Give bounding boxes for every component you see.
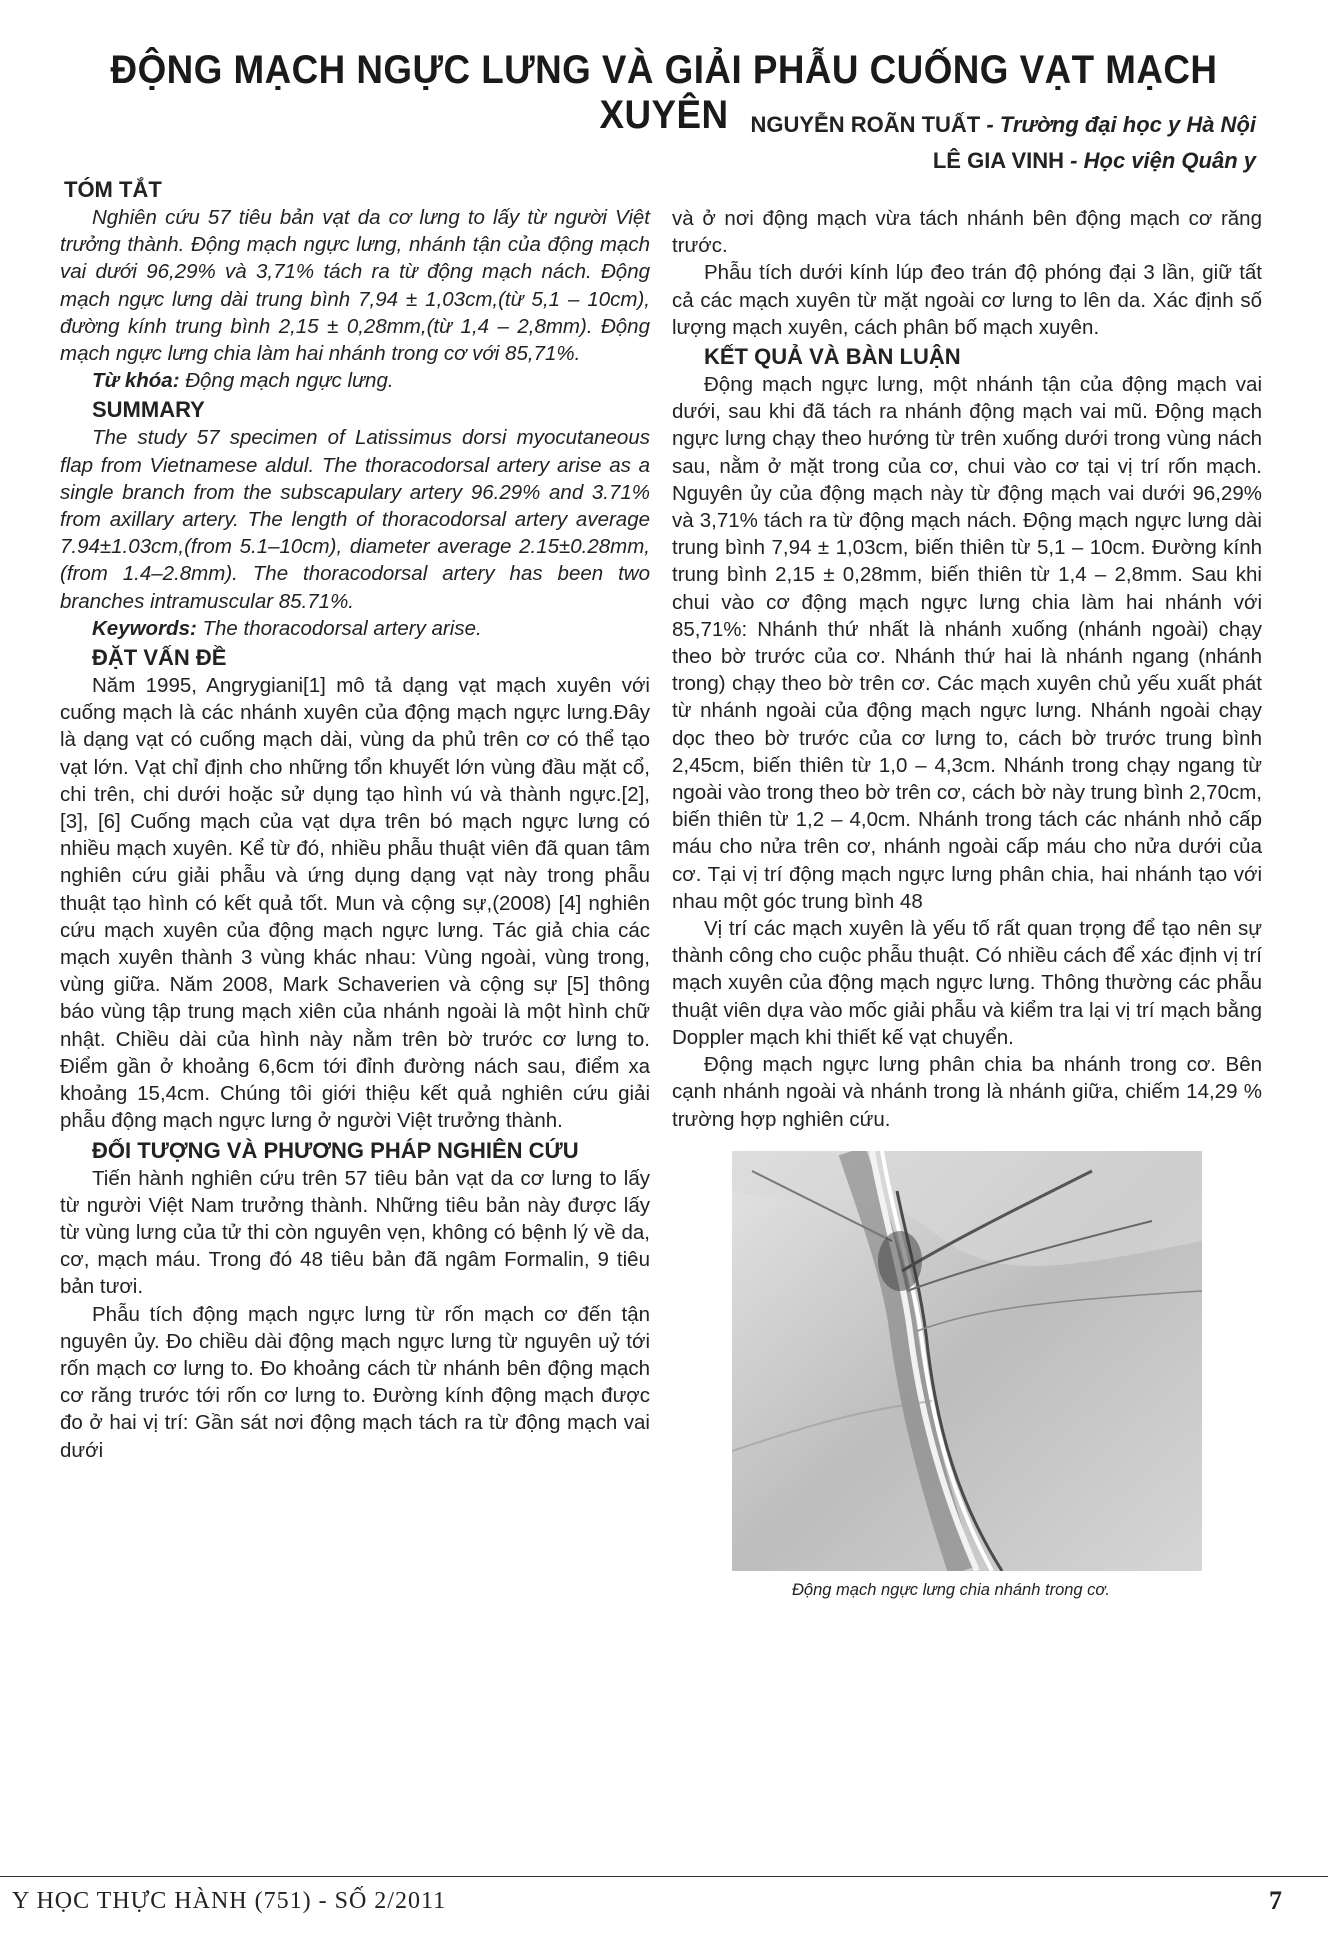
author-affiliation: - Học viện Quân y xyxy=(1064,148,1256,173)
methods-paragraph-1: Tiến hành nghiên cứu trên 57 tiêu bản vạt da cơ lưng to lấy từ người Việt Nam trưởng thành. Những tiêu bản này được lấy từ vùng lưng của tử thi còn nguyên vẹn, không có bệnh lý về da, cơ, mạch máu. Trong đó 48 tiêu bản đã ngâm Formalin, 9 tiêu bản tươi. xyxy=(60,1166,650,1299)
abstract-text: Nghiên cứu 57 tiêu bản vạt da cơ lưng to lấy từ người Việt trưởng thành. Động mạch ngực lưng, nhánh tận của động mạch vai dưới 96,29% và 3,71% tách ra từ động mạch nách. Động mạch ngực lưng dài trung bình 7,94 ± 1,03cm,(từ 5,1 – 10cm), đường kính trung bình 2,15 ± 0,28mm,(từ 1,4 – 2,8mm). Động mạch ngực lưng chia làm hai nhánh trong cơ với 85,71%. xyxy=(60,206,650,366)
author-name: LÊ GIA VINH xyxy=(932,148,1065,173)
summary-heading: SUMMARY xyxy=(92,397,205,423)
results-paragraph-1: Động mạch ngực lưng, một nhánh tận của động mạch vai dưới, sau khi đã tách ra nhánh động mạch vai mũ. Động mạch ngực lưng chạy theo hướng từ trên xuống dưới trong vùng nách sau, nằm ở mặt trong của cơ, chui vào cơ tại vị trí rốn mạch. Nguyên ủy của động mạch này từ động mạch vai dưới 96,29% và 3,71% tách ra từ động mạch nách. Động mạch ngực lưng dài trung bình 7,94 ± 1,03cm, biến thiên từ 5,1 – 10cm. Đường kính trung bình 2,15 ± 0,28mm, biến thiên từ 1,4 – 2,8mm. Sau khi chui vào cơ động mạch ngực lưng chia làm hai nhánh với 85,71%: Nhánh thứ nhất là nhánh xuống (nhánh ngoài) chạy theo bờ trước của cơ. Nhánh thứ hai là nhánh ngang (nhánh trong) chạy theo bờ trên cơ. Các mạch xuyên chủ yếu xuất phát từ nhánh ngoài của động mạch ngực lưng. Nhánh ngoài chạy dọc theo bờ trước của cơ lưng to, cách bờ trước trung bình 2,45cm, biến thiên từ 1,0 – 4,3cm. Nhánh trong chạy ngang từ ngoài vào trong theo bờ trên cơ, cách bờ này trung bình 2,70cm, biến thiên từ 1,2 – 4,0cm. Nhánh trong tách các nhánh nhỏ cấp máu cho nửa trên cơ, nhánh ngoài cấp máu cho nửa dưới của cơ. Tại vị trí động mạch ngực lưng phân chia, hai nhánh tạo với nhau một góc trung bình 48 xyxy=(672,373,1262,913)
methods-paragraph-2: Phẫu tích động mạch ngực lưng từ rốn mạch cơ đến tận nguyên ủy. Đo chiều dài động mạch ngực lưng từ nguyên uỷ tới rốn mạch cơ lưng to. Đo khoảng cách từ nhánh bên động mạch cơ răng trước tới rốn cơ lưng to. Đường kính động mạch được đo ở hai vị trí: Gần sát nơi động mạch tách ra từ động mạch vai dưới xyxy=(60,1302,650,1462)
right-column xyxy=(672,205,1262,1604)
author-line-1 xyxy=(750,112,1256,138)
journal-footer: Y HỌC THỰC HÀNH (751) - SỐ 2/2011 xyxy=(12,1888,447,1914)
author-affiliation: - Trường đại học y Hà Nội xyxy=(980,112,1256,137)
article-title: ĐỘNG MẠCH NGỰC LƯNG VÀ GIẢI PHẪU CUỐNG VẠT MẠCH XUYÊN xyxy=(110,48,1218,137)
footer-divider xyxy=(0,1876,1328,1877)
keywords-value: The thoracodorsal artery arise. xyxy=(196,616,482,640)
results-paragraph-2: Vị trí các mạch xuyên là yếu tố rất quan trọng để tạo nên sự thành công cho cuộc phẫu thuật. Có nhiều cách để xác định vị trí mạch xuyên của động mạch ngực lưng. Thông thường các phẫu thuật viên dựa vào mốc giải phẫu và kiểm tra lại vị trí mạch bằng Doppler mạch khi thiết kế vạt chuyển. xyxy=(672,917,1262,1049)
dissection-photo xyxy=(732,1151,1202,1571)
results-paragraph-3: Động mạch ngực lưng phân chia ba nhánh trong cơ. Bên cạnh nhánh ngoài và nhánh trong là nhánh giữa, chiếm 14,29 % trường hợp nghiên cứu. xyxy=(672,1053,1262,1131)
summary-keywords xyxy=(60,615,650,642)
keywords-label: Keywords: xyxy=(92,616,197,640)
left-column xyxy=(60,174,650,1464)
author-line-2 xyxy=(933,148,1256,174)
dissection-photo-graphic xyxy=(732,1151,1202,1571)
page-number: 7 xyxy=(1269,1886,1282,1915)
abstract-heading: TÓM TẮT xyxy=(64,177,162,202)
summary-text: The study 57 specimen of Latissimus dorsi myocutaneous flap from Vietnamese aldul. The thoracodorsal artery arise as a single branch from the subscapulary artery 96.29% and 3.71% from axillary artery. The length of thoracodorsal artery average 7.94±1.03cm,(from 5.1–10cm), diameter average 2.15±0.28mm, (from 1.4–2.8mm). The thoracodorsal artery has been two branches intramuscular 85.71%. xyxy=(60,426,650,613)
methods-paragraph-2-continued: và ở nơi động mạch vừa tách nhánh bên động mạch cơ răng trước. xyxy=(672,207,1262,258)
keywords-label: Từ khóa: xyxy=(92,369,180,393)
methods-paragraph-3: Phẫu tích dưới kính lúp đeo trán độ phóng đại 3 lần, giữ tất cả các mạch xuyên từ mặt ngoài cơ lưng to lên da. Xác định số lượng mạch xuyên, cách phân bố mạch xuyên. xyxy=(672,261,1262,339)
results-heading: KẾT QUẢ VÀ BÀN LUẬN xyxy=(704,344,961,370)
intro-text: Năm 1995, Angrygiani[1] mô tả dạng vạt mạch xuyên với cuống mạch là các nhánh xuyên của động mạch ngực lưng.Đây là dạng vạt có cuống mạch dài, vùng da phủ trên cơ có thể tạo vạt lớn. Vạt chỉ định cho những tổn khuyết lớn vùng đầu mặt cổ, chi trên, chi dưới hoặc sử dụng tạo hình vú và thành ngực.[2], [3], [6] Cuống mạch của vạt dựa trên bó mạch ngực lưng có nhiều mạch xuyên. Kể từ đó, nhiều phẫu thuật viên đã quan tâm nghiên cứu giải phẫu và ứng dụng dạng vạt này trong phẫu thuật tạo hình có kết quả tốt. Mun và cộng sự,(2008) [4] nghiên cứu mạch xuyên của động mạch ngực lưng. Tác giả chia các mạch xuyên thành 3 vùng khác nhau: Vùng ngoài, vùng trong, vùng giữa. Năm 2008, Mark Schaverien và cộng sự [5] thông báo vùng tập trung mạch xiên của nhánh ngoài là một hình chữ nhật. Chiều dài của hình này nằm trên bờ trước cơ lưng to. Điểm gần ở khoảng 6,6cm tới đỉnh đường nách sau, điểm xa khoảng 15,4cm. Chúng tôi giới thiệu kết quả nghiên cứu giải phẫu động mạch ngực lưng ở người Việt trưởng thành. xyxy=(60,674,650,1133)
keywords-value: Động mạch ngực lưng. xyxy=(179,369,394,393)
author-name: NGUYỄN ROÃN TUẤT xyxy=(750,112,981,137)
intro-heading: ĐẶT VẤN ĐỀ xyxy=(92,645,227,671)
methods-heading: ĐỐI TƯỢNG VÀ PHƯƠNG PHÁP NGHIÊN CỨU xyxy=(92,1137,579,1163)
figure-caption: Động mạch ngực lưng chia nhánh trong cơ. xyxy=(792,1580,1110,1599)
abstract-keywords xyxy=(60,367,650,394)
